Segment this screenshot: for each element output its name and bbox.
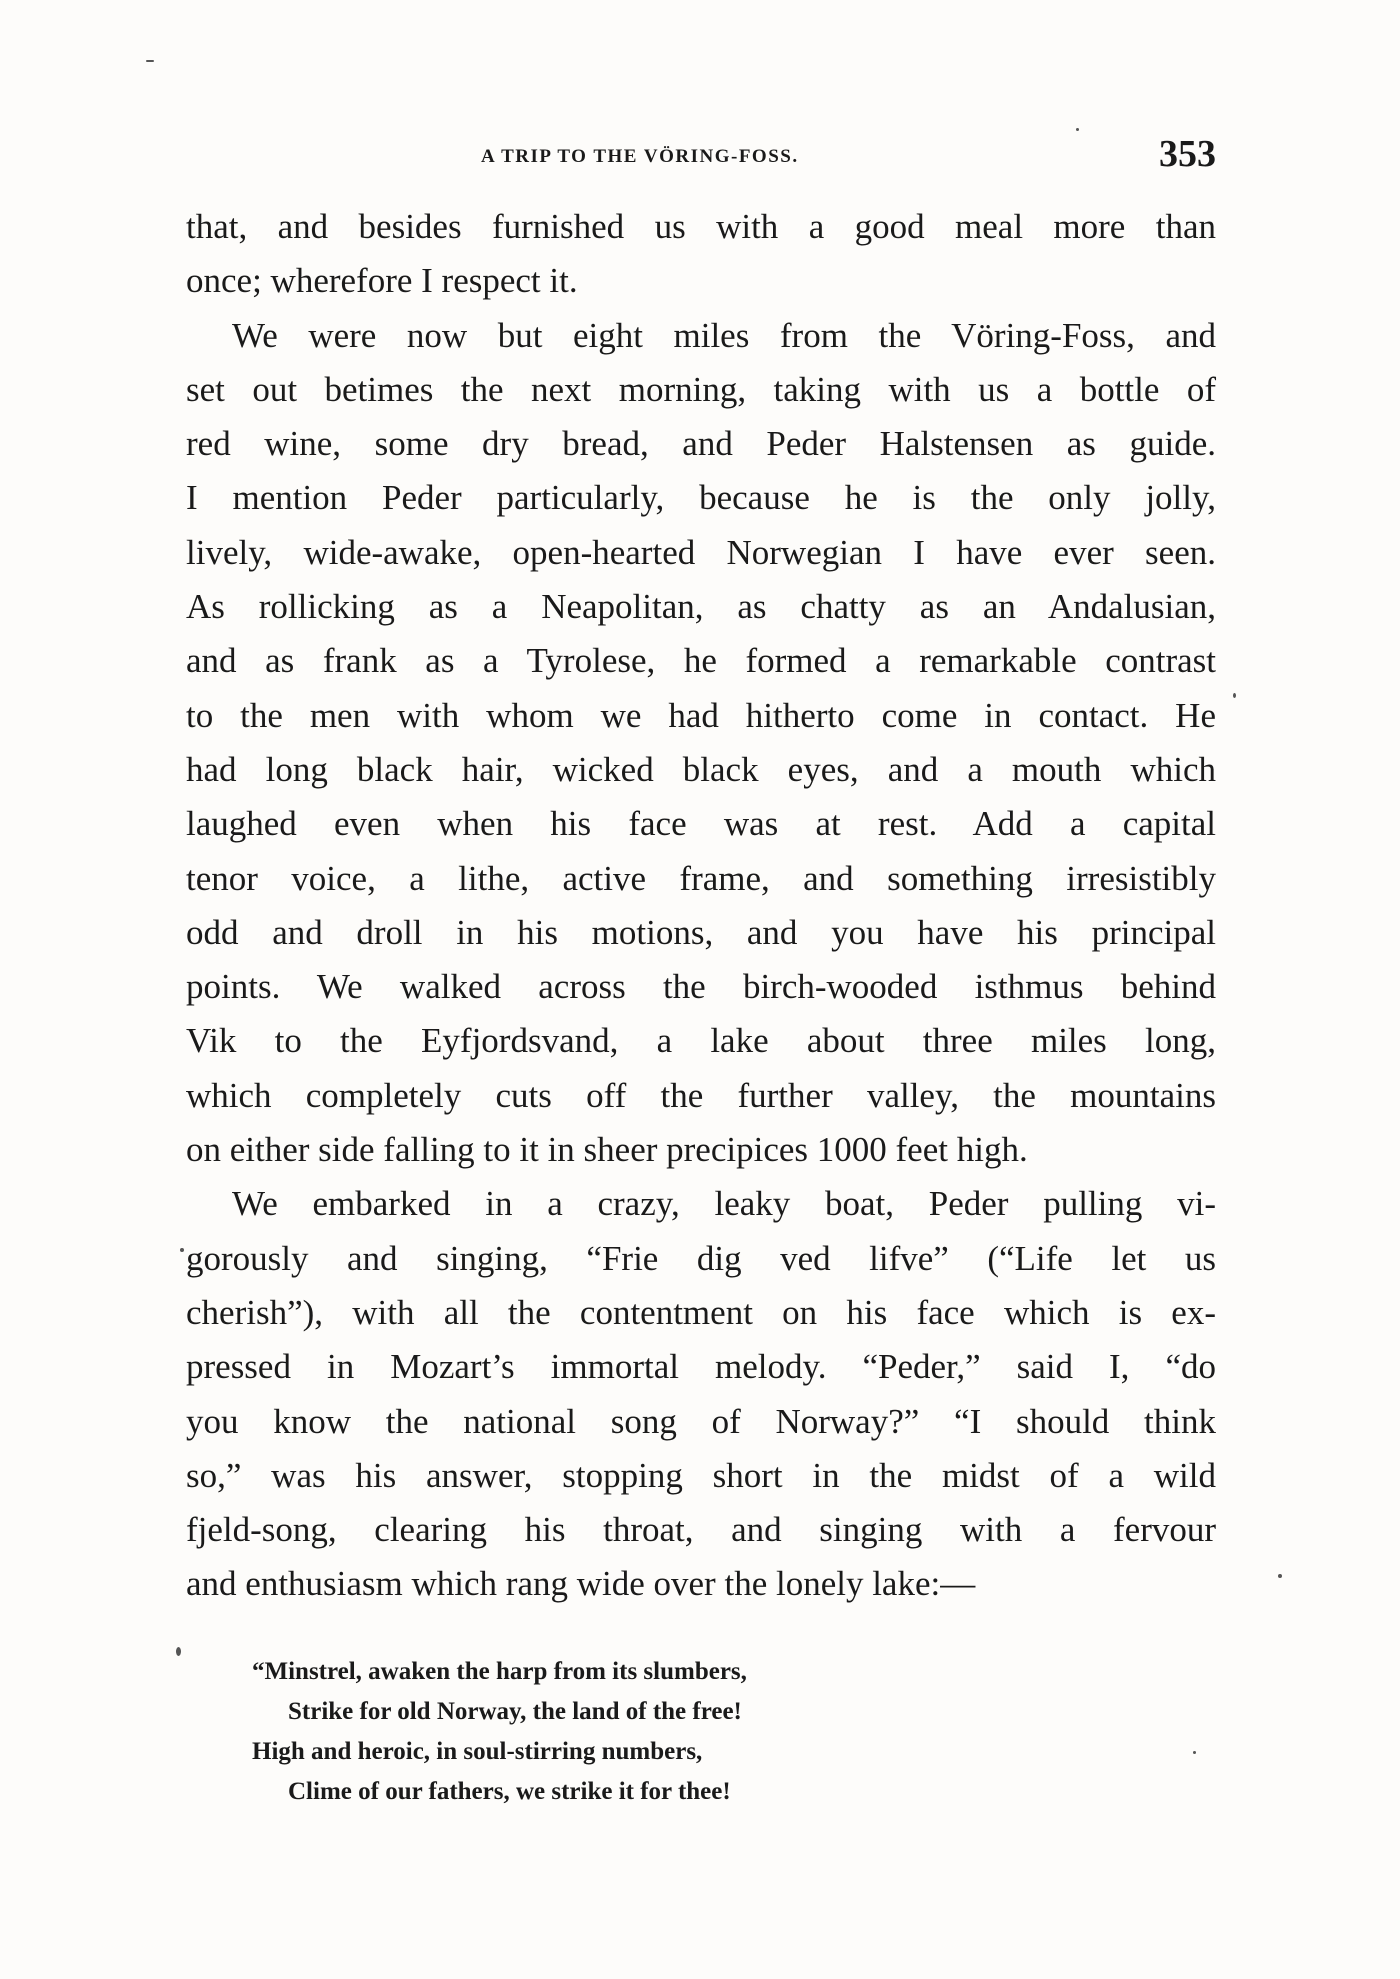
- text-line: and enthusiasm which rang wide over the lonely lake:—: [186, 1564, 976, 1604]
- text-line: fjeld-song, clearing his throat, and singing with a fervour: [186, 1510, 1216, 1550]
- text-line: that, and besides furnished us with a good meal more than: [186, 207, 1216, 246]
- running-title: A TRIP TO THE VÖRING-FOSS.: [481, 146, 799, 167]
- text-line: laughed even when his face was at rest. Add a capital: [186, 804, 1216, 844]
- text-line: you know the national song of Norway?” “I should think: [186, 1401, 1216, 1441]
- text-line: lively, wide-awake, open-hearted Norwegian I have ever seen.: [186, 532, 1216, 572]
- text-line: Vik to the Eyfjordsvand, a lake about three miles long,: [186, 1021, 1216, 1061]
- text-line: As rollicking as a Neapolitan, as chatty as an Andalusian,: [186, 587, 1216, 627]
- text-line: so,” was his answer, stopping short in the midst of a wild: [186, 1455, 1216, 1495]
- text-line: pressed in Mozart’s immortal melody. “Peder,” said I, “do: [186, 1347, 1216, 1387]
- verse-line: Clime of our fathers, we strike it for thee!: [288, 1778, 731, 1805]
- text-line: once; wherefore I respect it.: [186, 261, 578, 301]
- text-line: set out betimes the next morning, taking with us a bottle of: [186, 369, 1216, 409]
- verse-quotation: [252, 1652, 747, 1812]
- text-line: gorously and singing, “Frie dig ved lifve” (“Life let us: [186, 1238, 1216, 1278]
- text-line: cherish”), with all the contentment on his face which is ex-: [186, 1292, 1216, 1332]
- verse-line: Strike for old Norway, the land of the free!: [288, 1698, 742, 1725]
- text-line: had long black hair, wicked black eyes, and a mouth which: [186, 749, 1216, 789]
- running-head: [186, 132, 1216, 182]
- verse-line: “Minstrel, awaken the harp from its slumbers,: [252, 1658, 747, 1685]
- scan-speck: [1278, 1574, 1282, 1578]
- text-line: to the men with whom we had hitherto come in contact. He: [186, 695, 1216, 735]
- scan-speck: [1193, 1751, 1196, 1754]
- text-line: points. We walked across the birch-wooded isthmus behind: [186, 967, 1216, 1007]
- text-line: We embarked in a crazy, leaky boat, Peder pulling vi-: [232, 1184, 1216, 1224]
- body-text: [186, 200, 1216, 1612]
- text-line: red wine, some dry bread, and Peder Halstensen as guide.: [186, 424, 1216, 464]
- text-line: on either side falling to it in sheer precipices 1000 feet high.: [186, 1130, 1028, 1170]
- scan-speck: [180, 1248, 184, 1252]
- scan-speck: [176, 1647, 181, 1656]
- text-line: We were now but eight miles from the Vöring-Foss, and: [232, 315, 1216, 355]
- text-line: which completely cuts off the further valley, the mountains: [186, 1075, 1216, 1115]
- scan-speck: [146, 60, 154, 62]
- verse-line: High and heroic, in soul-stirring numbers,: [252, 1738, 703, 1765]
- text-line: and as frank as a Tyrolese, he formed a remarkable contrast: [186, 641, 1216, 681]
- text-line: tenor voice, a lithe, active frame, and something irresistibly: [186, 858, 1216, 898]
- text-line: odd and droll in his motions, and you have his principal: [186, 912, 1216, 952]
- page-number: 353: [1159, 133, 1216, 175]
- text-line: I mention Peder particularly, because he is the only jolly,: [186, 478, 1216, 518]
- scan-speck: [1233, 693, 1236, 698]
- scan-speck: [1076, 128, 1079, 131]
